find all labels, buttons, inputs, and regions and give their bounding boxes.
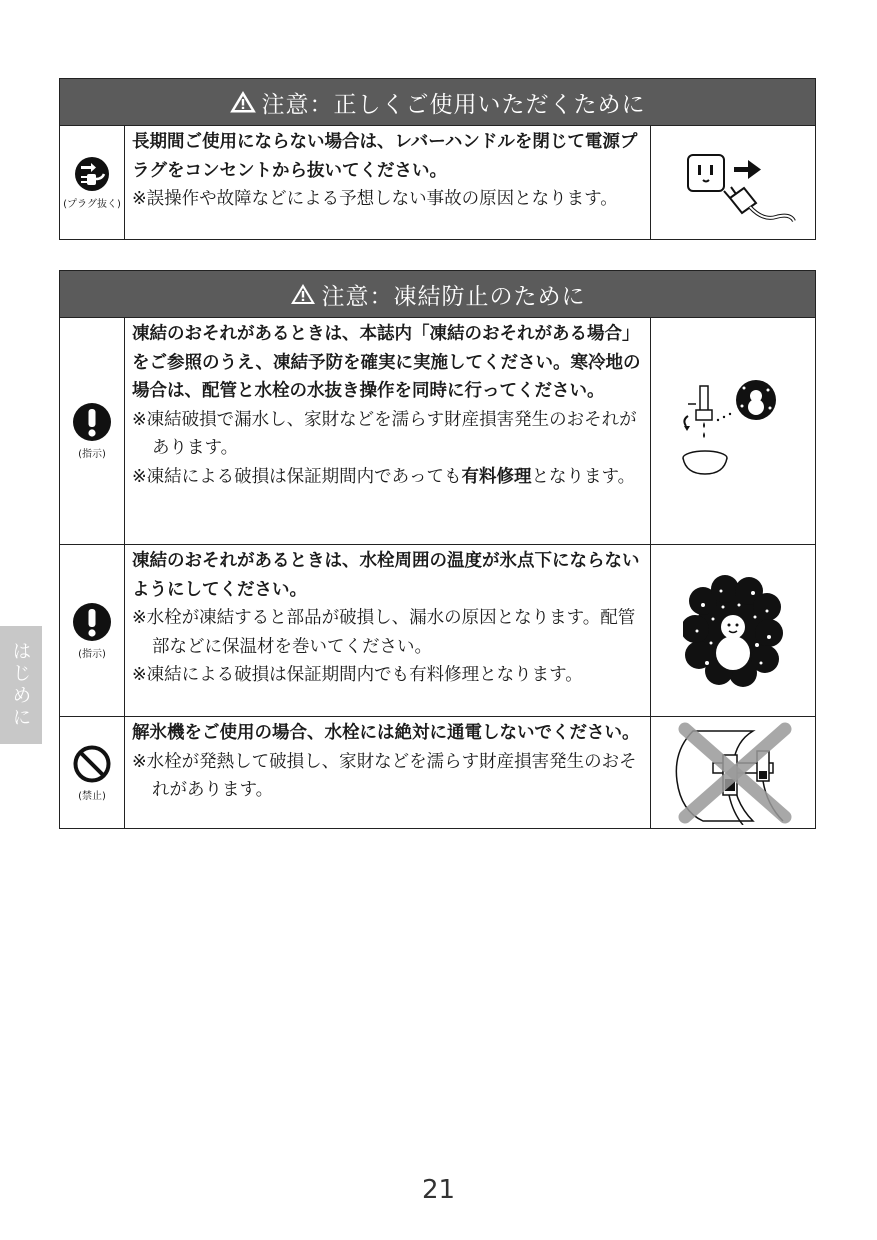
note-text: となります。 [531,466,636,487]
page-number: 21 [421,1175,456,1205]
panel-title: 注意：正しくご使用いただくために [261,91,646,118]
icon-caption: (指示) [78,648,106,660]
unplug-illustration [651,126,815,240]
icon-caption: (禁止) [78,791,106,802]
caution-note: ※凍結破損で漏水し、家財などを濡らす財産損害発生のおそれがあります。 [132,409,637,458]
instruction-icon-cell [60,545,125,716]
icon-caption: (指示) [78,449,106,460]
unplug-icon [74,156,110,192]
caution-note: ※水栓が凍結すると部品が破損し、漏水の原因となります。配管部などに保温材を巻いてください。 [132,608,636,657]
caution-text [125,318,651,544]
note-emphasis: 有料修理 [461,466,532,487]
instruction-icon-cell [60,126,125,240]
caution-note [132,463,644,492]
panel-header [60,271,815,318]
caution-main-text: 解氷機をご使用の場合、水栓には絶対に通電しないでください。 [132,723,640,743]
icon-caption: (プラグ抜く) [63,199,121,210]
caution-note: ※誤操作や故障などによる予想しない事故の原因となります。 [132,189,618,209]
warning-triangle-icon [230,90,256,114]
caution-note: ※凍結による破損は保証期間内でも有料修理となります。 [132,665,583,685]
exclamation-icon [72,602,112,642]
caution-main-text: 長期間ご使用にならない場合は、レバーハンドルを閉じて電源プラグをコンセントから抜いてください。 [132,132,638,181]
caution-panel-usage [59,78,816,240]
snowman-illustration [651,545,815,716]
caution-text [125,717,651,829]
caution-text [125,126,651,240]
caution-note: ※水栓が発熱して破損し、家財などを濡らす財産損害発生のおそれがあります。 [132,751,637,800]
warning-triangle-icon [290,282,316,306]
instruction-icon-cell [60,318,125,544]
caution-row [60,544,815,716]
drain-faucet-illustration [651,318,815,544]
caution-row [60,318,815,544]
section-tab[interactable]: はじめに [0,626,42,744]
panel-header [60,79,815,126]
note-text: ※凍結による破損は保証期間内であっても [132,466,462,487]
exclamation-icon [72,402,112,442]
caution-main-text: 凍結のおそれがあるときは、本誌内「凍結のおそれがある場合」をご参照のうえ、凍結予防を確実に実施してください。寒冷地の場合は、配管と水栓の水抜き操作を同時に行ってください。 [132,324,641,401]
caution-row [60,716,815,829]
caution-panel-freeze [59,270,816,829]
caution-main-text: 凍結のおそれがあるときは、水栓周囲の温度が氷点下にならないようにしてください。 [132,551,640,600]
panel-title: 注意：凍結防止のために [321,283,586,310]
caution-row [60,126,815,240]
no-thawing-machine-illustration [651,717,815,829]
prohibited-icon [72,744,112,784]
prohibition-icon-cell [60,717,125,829]
caution-text [125,545,651,716]
